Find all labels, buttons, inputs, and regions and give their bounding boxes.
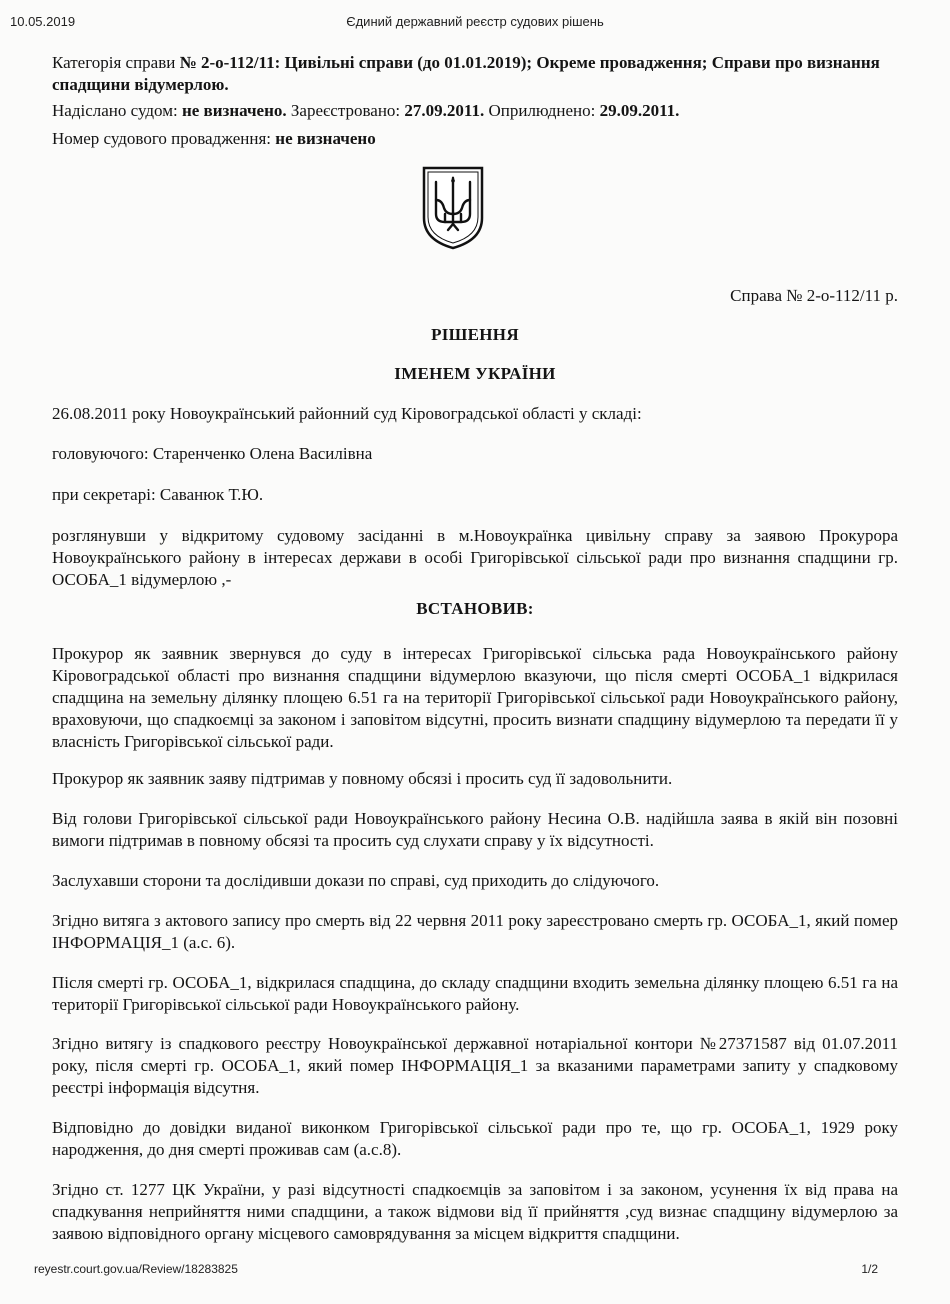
proceeding-number bbox=[52, 128, 898, 150]
published-value: 29.09.2011. bbox=[599, 101, 680, 120]
presiding-judge: головуючого: Старенченко Олена Василівна bbox=[52, 444, 373, 463]
page-indicator: 1/2 bbox=[861, 1262, 878, 1276]
case-category-value: № 2-о-112/11: Цивільні справи (до 01.01.2019); Окреме провадження; Справи про визнання спадщини відумерлою. bbox=[52, 53, 880, 94]
registered-value: 27.09.2011. bbox=[404, 101, 485, 120]
case-number: Справа № 2-о-112/11 р. bbox=[730, 286, 898, 305]
registered-label: Зареєстровано: bbox=[286, 101, 405, 120]
court-composition: 26.08.2011 року Новоукраїнський районний суд Кіровоградської області у складі: bbox=[52, 404, 642, 423]
sent-value: не визначено. bbox=[181, 101, 287, 120]
case-category-label: Категорія справи bbox=[52, 53, 180, 72]
paragraph: Від голови Григорівської сільської ради Новоукраїнського району Несина О.В. надійшла заява в якій він позовні вимоги підтримав в повному обсязі та просить суд слухати справу у їх відсутності. bbox=[52, 809, 898, 850]
paragraph: Заслухавши сторони та дослідивши докази по справі, суд приходить до слідуючого. bbox=[52, 871, 660, 890]
sent-label: Надіслано судом: bbox=[52, 101, 182, 120]
paragraph: Згідно ст. 1277 ЦК України, у разі відсутності спадкоємців за заповітом і за законом, усунення їх від права на спадкування неприйняття ними спадщини, а також відмови від її прийняття ,суд визнає спадщину відумерлою за заявою відповідного органу місцевого самоврядування за місцем відкриття спадщини. bbox=[52, 1180, 898, 1243]
page-footer bbox=[34, 1262, 878, 1280]
proceeding-value: не визначено bbox=[275, 129, 376, 148]
case-dates bbox=[52, 100, 898, 122]
paragraph: Прокурор як заявник заяву підтримав у повному обсязі і просить суд її задовольнити. bbox=[52, 769, 673, 788]
coat-of-arms-icon bbox=[418, 162, 488, 252]
paragraph: Згідно витягу із спадкового реєстру Новоукраїнської державної нотаріальної контори №27371587 від 01.07.2011 року, після смерті гр. ОСОБА_1, який помер ІНФОРМАЦІЯ_1 за вказаними параметрами запиту у спадковому реєстрі інформація відсутня. bbox=[52, 1034, 898, 1097]
page-header bbox=[10, 14, 940, 34]
established-heading: ВСТАНОВИВ: bbox=[416, 599, 534, 618]
case-category bbox=[52, 52, 898, 96]
published-label: Оприлюднено: bbox=[484, 101, 600, 120]
document-body bbox=[52, 50, 898, 1243]
court-secretary: при секретарі: Саванюк Т.Ю. bbox=[52, 485, 264, 504]
decision-title: РІШЕННЯ bbox=[431, 325, 519, 344]
source-url: reyestr.court.gov.ua/Review/18283825 bbox=[34, 1262, 238, 1276]
paragraph: Відповідно до довідки виданої виконком Григорівської сільської ради про те, що гр. ОСОБА_1, 1929 року народження, до дня смерті проживав сам (а.с.8). bbox=[52, 1118, 898, 1159]
paragraph: Прокурор як заявник звернувся до суду в інтересах Григорівської сільська рада Новоукраїнського району Кіровоградської області про визнання спадщини відумерлою вказуючи, що після смерті ОСОБА_1 відкрилася спадщина на земельну ділянку площею 6.51 га на території Григорівської сільської ради Новоукраїнського району, враховуючи, що спадкоємці за законом і заповітом відсутні, просить визнати спадщину відумерлою та передати її у власність Григорівської сільської ради. bbox=[52, 644, 898, 751]
print-date: 10.05.2019 bbox=[10, 14, 76, 29]
considering-paragraph: розглянувши у відкритому судовому засіданні в м.Новоукраїнка цивільну справу за заявою Прокурора Новоукраїнського району в інтересах держави в особі Григорівської сільської ради про визнання спадщини гр. ОСОБА_1 відумерлою ,- bbox=[52, 526, 898, 589]
decision-subtitle: ІМЕНЕМ УКРАЇНИ bbox=[394, 364, 556, 383]
paragraph: Згідно витяга з актового запису про смерть від 22 червня 2011 року зареєстровано смерть гр. ОСОБА_1, який помер ІНФОРМАЦІЯ_1 (а.с. 6). bbox=[52, 911, 898, 952]
proceeding-label: Номер судового провадження: bbox=[52, 129, 276, 148]
paragraph: Після смерті гр. ОСОБА_1, відкрилася спадщина, до складу спадщини входить земельна ділянку площею 6.51 га на території Григорівської сільської ради Новоукраїнського району. bbox=[52, 973, 898, 1014]
registry-title: Єдиний державний реєстр судових рішень bbox=[346, 14, 604, 29]
